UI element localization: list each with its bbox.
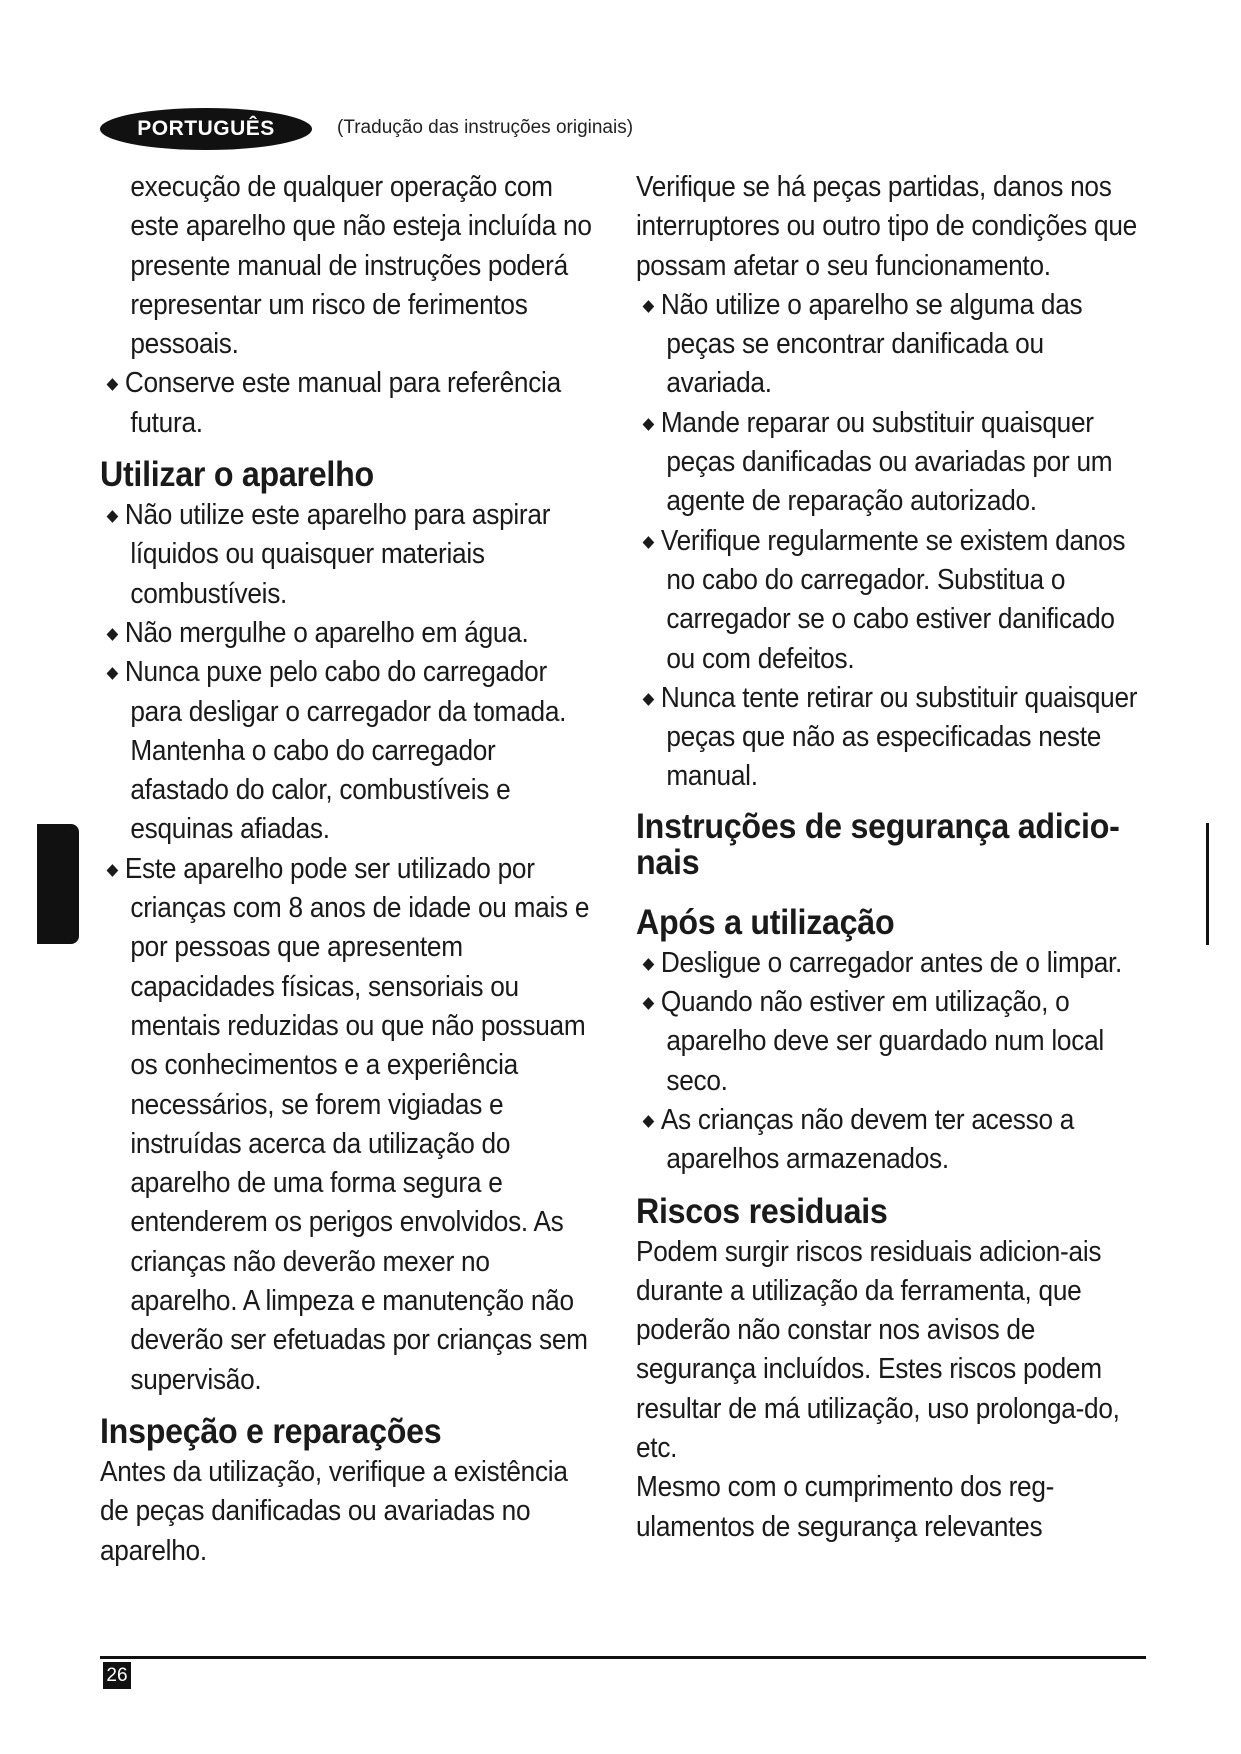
margin-marker bbox=[1206, 823, 1209, 945]
right-column bbox=[636, 168, 1140, 1547]
section-heading-after-use: Após a utilização bbox=[636, 902, 895, 942]
section-heading-inspection: Inspeção e reparações bbox=[100, 1411, 442, 1451]
bullet-icon bbox=[643, 958, 655, 971]
bullet-icon bbox=[643, 418, 655, 431]
risks-paragraph: Podem surgir riscos residuais adicion-ais durante a utilização da ferramenta, que poderão não constar nos avisos de segurança incluídos. Estes riscos podem resultar de má utilização, uso prolonga-do, etc. bbox=[636, 1235, 1120, 1465]
list-item: Nunca puxe pelo cabo do carregador para desligar o carregador da tomada. Mantenha o cabo do carregador afastado do calor, combustíveis e esquinas afiadas. bbox=[100, 653, 597, 849]
list-item: Não utilize este aparelho para aspirar líquidos ou quaisquer materiais combustíveis. bbox=[100, 496, 597, 614]
page-number: 26 bbox=[103, 1662, 131, 1689]
section-heading-residual-risks: Riscos residuais bbox=[636, 1191, 888, 1231]
list-item: Mande reparar ou substituir quaisquer peças danificadas ou avariadas por um agente de reparação autorizado. bbox=[636, 404, 1140, 522]
language-badge: PORTUGUÊS bbox=[100, 108, 312, 150]
list-item: Não mergulhe o aparelho em água. bbox=[100, 614, 597, 653]
bullet-icon bbox=[643, 536, 655, 549]
bullet-icon bbox=[643, 300, 655, 313]
list-item: Conserve este manual para referência futura. bbox=[100, 364, 597, 443]
section-heading-use: Utilizar o aparelho bbox=[100, 455, 374, 495]
list-item: Não utilize o aparelho se alguma das peças se encontrar danificada ou avariada. bbox=[636, 286, 1140, 404]
bullet-icon bbox=[107, 667, 119, 680]
bullet-icon bbox=[107, 510, 119, 523]
section-heading-additional: Instruções de segurança adicio-nais bbox=[636, 806, 1120, 882]
list-item: Desligue o carregador antes de o limpar. bbox=[636, 944, 1140, 983]
bullet-icon bbox=[643, 1115, 655, 1128]
bullet-icon bbox=[107, 379, 119, 392]
left-column bbox=[100, 168, 597, 1571]
bullet-icon bbox=[643, 997, 655, 1010]
list-item: Nunca tente retirar ou substituir quaisquer peças que não as especificadas neste manual. bbox=[636, 679, 1140, 797]
list-item: Quando não estiver em utilização, o aparelho deve ser guardado num local seco. bbox=[636, 983, 1140, 1101]
intro-paragraph: execução de qualquer operação com este aparelho que não esteja incluída no presente manual de instruções poderá representar um risco de ferimentos pessoais. bbox=[130, 171, 592, 361]
section-tab-marker bbox=[37, 824, 79, 944]
check-paragraph: Verifique se há peças partidas, danos nos interruptores ou outro tipo de condições que possam afetar o seu funcionamento. bbox=[636, 171, 1137, 282]
bullet-icon bbox=[107, 864, 119, 877]
list-item: Verifique regularmente se existem danos no cabo do carregador. Substitua o carregador se o cabo estiver danificado ou com defeitos. bbox=[636, 522, 1140, 679]
inspection-paragraph: Antes da utilização, verifique a existência de peças danificadas ou avariadas no aparelho. bbox=[100, 1455, 568, 1567]
list-item: Este aparelho pode ser utilizado por crianças com 8 anos de idade ou mais e por pessoas que apresentem capacidades físicas, sensoriais ou mentais reduzidas ou que não possuam os conhecimentos e a experiência necessários, se forem vigiadas e instruídas acerca da utilização do aparelho de uma forma segura e entenderem os perigos envolvidos. As crianças não deverão mexer no aparelho. A limpeza e manutenção não deverão ser efetuadas por crianças sem supervisão. bbox=[100, 850, 597, 1400]
risks-paragraph-continued: Mesmo com o cumprimento dos reg-ulamentos de segurança relevantes bbox=[636, 1471, 1055, 1543]
list-item: As crianças não devem ter acesso a aparelhos armazenados. bbox=[636, 1101, 1140, 1180]
bullet-icon bbox=[643, 693, 655, 706]
translation-note: (Tradução das instruções originais) bbox=[337, 117, 634, 138]
bullet-icon bbox=[107, 628, 119, 641]
footer-rule bbox=[100, 1656, 1146, 1659]
